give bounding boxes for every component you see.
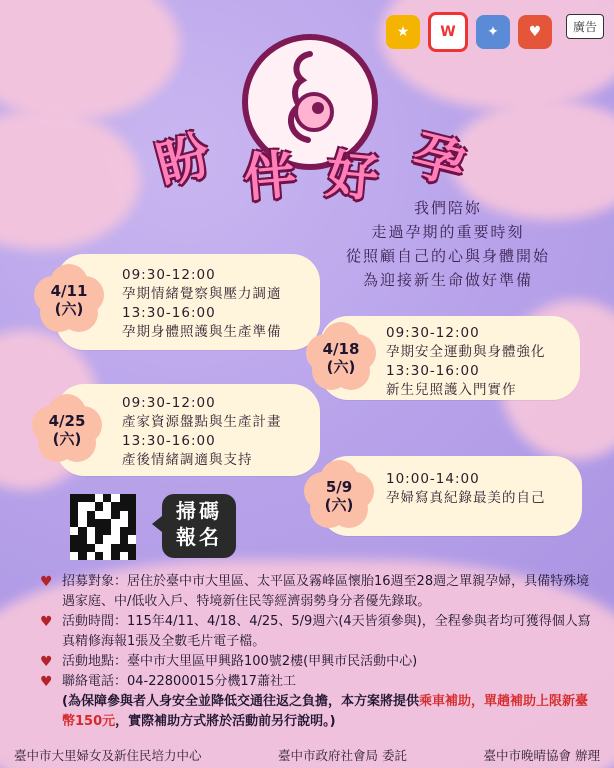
qr-module — [111, 519, 119, 527]
session-day: (六) — [326, 358, 356, 376]
note-text: ，實際補助方式將於活動前另行說明。) — [115, 714, 336, 729]
qr-module — [128, 494, 136, 502]
heart-icon: ♥ — [40, 674, 53, 690]
date-flower-badge — [34, 264, 104, 334]
qr-module — [103, 494, 111, 502]
qr-module — [87, 552, 95, 560]
sponsor-logo: ★ — [386, 15, 420, 49]
qr-module — [95, 552, 103, 560]
qr-module — [111, 544, 119, 552]
session-date: 4/25 — [48, 412, 86, 430]
session-day: (六) — [54, 300, 84, 318]
qr-module — [120, 552, 128, 560]
qr-module — [70, 535, 78, 543]
recruit-text: 招募對象：居住於臺中市大里區、太平區及霧峰區懷胎16週至28週之單親孕婦，具備特殊境遇家庭、中/低收入戶、特境新住民等經濟弱勢身分者優先錄取。 — [62, 574, 590, 609]
date-flower-badge — [306, 322, 376, 392]
heart-icon: ♥ — [40, 654, 53, 670]
session-topic: 孕期安全運動與身體強化 — [386, 344, 546, 360]
qr-module — [95, 527, 103, 535]
qr-module — [95, 494, 103, 502]
qr-module — [111, 527, 119, 535]
session-topic: 產後情緒調適與支持 — [122, 452, 253, 468]
sponsor-logo: ♥ — [518, 15, 552, 49]
qr-module — [70, 544, 78, 552]
qr-module — [128, 519, 136, 527]
footer — [0, 746, 614, 764]
slogan-line: 我們陪妳 — [413, 199, 482, 217]
cloud-decor — [0, 110, 140, 250]
sponsor-logo: W — [428, 12, 468, 52]
heart-icon: ♥ — [40, 614, 53, 630]
session-time: 13:30-16:00 — [122, 305, 216, 321]
qr-module — [111, 552, 119, 560]
phone-text: 聯絡電話：04-22800015分機17蕭社工 — [62, 674, 296, 689]
title-char: 好 — [323, 143, 381, 210]
slogan-line: 為迎接新生命做好準備 — [362, 271, 533, 289]
session-topic: 新生兒照護入門實作 — [386, 382, 517, 398]
qr-module — [95, 502, 103, 510]
qr-module — [120, 527, 128, 535]
qr-module — [120, 544, 128, 552]
qr-module — [95, 519, 103, 527]
qr-module — [87, 519, 95, 527]
session-time: 10:00-14:00 — [386, 471, 480, 487]
slogan — [318, 196, 578, 292]
scan-label-line: 掃碼 — [176, 499, 222, 523]
qr-code[interactable] — [70, 494, 136, 560]
qr-module — [128, 502, 136, 510]
qr-module — [70, 494, 78, 502]
qr-module — [128, 552, 136, 560]
qr-module — [103, 544, 111, 552]
session-time: 09:30-12:00 — [122, 395, 216, 411]
qr-module — [103, 535, 111, 543]
title-char: 伴 — [241, 143, 299, 210]
session-time: 09:30-12:00 — [386, 325, 480, 341]
note-text: (為保障參與者人身安全並降低交通往返之負擔，本方案將提供 — [62, 694, 419, 709]
qr-module — [111, 535, 119, 543]
qr-module — [87, 494, 95, 502]
qr-module — [120, 494, 128, 502]
qr-module — [120, 519, 128, 527]
qr-module — [78, 552, 86, 560]
qr-module — [103, 511, 111, 519]
qr-module — [87, 527, 95, 535]
qr-module — [70, 511, 78, 519]
ad-label: 廣告 — [566, 14, 604, 39]
event-info — [40, 572, 600, 732]
date-flower-badge — [32, 394, 102, 464]
qr-module — [120, 502, 128, 510]
qr-module — [103, 552, 111, 560]
time-text: 活動時間：115年4/11、4/18、4/25、5/9週六(4天皆須參與)，全程參與者均可獲得個人寫真精修海報1張及全數毛片電子檔。 — [62, 614, 591, 649]
footer-organizer: 臺中市大里婦女及新住民培力中心 — [14, 748, 202, 763]
qr-module — [78, 535, 86, 543]
qr-module — [103, 519, 111, 527]
qr-module — [70, 519, 78, 527]
sponsor-logo: ✦ — [476, 15, 510, 49]
session-topic: 產家資源盤點與生產計畫 — [122, 414, 282, 430]
session-topic: 孕婦寫真紀錄最美的自己 — [386, 490, 546, 506]
slogan-line: 從照顧自己的心與身體開始 — [345, 247, 550, 265]
session-day: (六) — [52, 430, 82, 448]
qr-module — [95, 544, 103, 552]
qr-module — [111, 511, 119, 519]
session-date: 5/9 — [325, 478, 353, 496]
cloud-decor — [0, 0, 180, 120]
footer-commissioner: 臺中市政府社會局 委託 — [278, 748, 407, 763]
qr-module — [128, 527, 136, 535]
title-char: 孕 — [406, 124, 472, 197]
qr-module — [128, 535, 136, 543]
qr-module — [78, 494, 86, 502]
qr-module — [78, 502, 86, 510]
slogan-line: 走過孕期的重要時刻 — [371, 223, 525, 241]
session-topic: 孕期情緒覺察與壓力調適 — [122, 286, 282, 302]
footer-executor: 臺中市晚晴協會 辦理 — [483, 748, 600, 763]
qr-module — [120, 535, 128, 543]
place-text: 活動地點：臺中市大里區甲興路100號2樓(甲興市民活動中心) — [62, 654, 418, 669]
qr-module — [95, 535, 103, 543]
qr-module — [78, 544, 86, 552]
qr-module — [87, 511, 95, 519]
scan-to-register-label — [162, 494, 236, 558]
session-date: 4/11 — [50, 282, 88, 300]
session-day: (六) — [324, 496, 354, 514]
session-time: 09:30-12:00 — [122, 267, 216, 283]
qr-module — [128, 544, 136, 552]
title-char: 盼 — [150, 124, 217, 197]
qr-module — [87, 502, 95, 510]
session-topic: 孕期身體照護與生產準備 — [122, 324, 282, 340]
qr-module — [70, 552, 78, 560]
qr-module — [78, 527, 86, 535]
qr-module — [103, 527, 111, 535]
date-flower-badge — [304, 460, 374, 530]
qr-module — [103, 502, 111, 510]
qr-module — [111, 502, 119, 510]
sponsor-logos — [386, 12, 552, 52]
session-date: 4/18 — [322, 340, 360, 358]
qr-module — [78, 511, 86, 519]
scan-label-line: 報名 — [176, 525, 222, 549]
subsidy-highlight: 乘車補助，單趟補助上限新臺幣150元 — [62, 694, 588, 729]
qr-module — [95, 511, 103, 519]
qr-module — [87, 535, 95, 543]
session-time: 13:30-16:00 — [386, 363, 480, 379]
qr-module — [87, 544, 95, 552]
qr-module — [128, 511, 136, 519]
session-time: 13:30-16:00 — [122, 433, 216, 449]
qr-module — [120, 511, 128, 519]
heart-icon: ♥ — [40, 574, 53, 590]
qr-module — [70, 527, 78, 535]
qr-module — [78, 519, 86, 527]
qr-module — [111, 494, 119, 502]
qr-module — [70, 502, 78, 510]
